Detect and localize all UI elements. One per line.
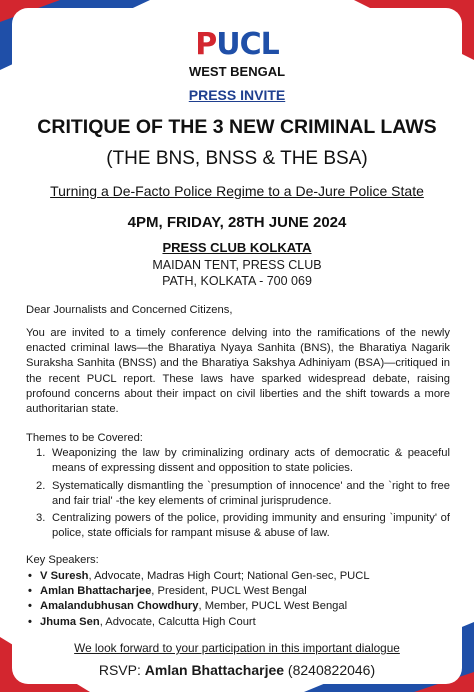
region-label: WEST BENGAL <box>188 64 286 79</box>
closing-line: We look forward to your participation in this important dialogue <box>74 641 400 655</box>
event-subtitle: (THE BNS, BNSS & THE BSA) <box>106 148 368 169</box>
speaker-role: , Advocate, Madras High Court; National Gen-sec, PUCL <box>88 570 370 582</box>
rsvp-line <box>12 662 462 678</box>
press-invite-heading: PRESS INVITE <box>188 87 286 103</box>
venue-name: PRESS CLUB KOLKATA <box>162 240 312 255</box>
speaker-item <box>26 599 450 614</box>
intro-paragraph: You are invited to a timely conference delving into the ramifications of the newly enacted criminal laws—the Bharatiya Nyaya Sanhita (BNS), the Bharatiya Nagarik Suraksha Sanhita (BNSS) and the Bharatiya Sakshya Adhiniyam (BSA)—critiqued in the recent PUCL report. These laws have sparked widespread debate, raising profound concerns about their impact on civil liberties and the shift towards a more authoritarian state. <box>26 327 450 416</box>
event-tagline: Turning a De-Facto Police Regime to a De-Jure Police State <box>50 183 424 199</box>
logo-letter-p: P <box>195 27 217 62</box>
rsvp-name: Amlan Bhattacharjee <box>144 662 285 678</box>
speaker-role: , President, PUCL West Bengal <box>151 585 307 598</box>
speaker-name: Jhuma Sen <box>40 615 100 628</box>
theme-item <box>26 511 450 541</box>
greeting: Dear Journalists and Concerned Citizens, <box>26 304 233 316</box>
theme-number: 3. <box>36 512 46 524</box>
theme-number: 2. <box>36 480 46 492</box>
speaker-role: , Advocate, Calcutta High Court <box>99 615 256 628</box>
theme-item <box>26 479 450 509</box>
venue-address-line2: PATH, KOLKATA - 700 069 <box>162 274 312 288</box>
speakers-list <box>26 569 450 630</box>
speaker-name: V Suresh <box>40 570 89 582</box>
theme-item <box>26 446 450 476</box>
theme-number: 1. <box>36 447 46 459</box>
themes-heading: Themes to be Covered: <box>26 432 143 444</box>
event-title: CRITIQUE OF THE 3 NEW CRIMINAL LAWS <box>37 116 437 138</box>
theme-text: Weaponizing the law by criminalizing ordinary acts of democratic & peaceful means of expressing dissent and opposition to state policies. <box>52 447 450 475</box>
pucl-logo <box>12 27 462 62</box>
speaker-name: Amalandubhusan Chowdhury <box>40 600 199 613</box>
invite-card <box>12 8 462 684</box>
speaker-item <box>26 569 450 584</box>
speaker-name: Amlan Bhattacharjee <box>40 585 152 598</box>
speaker-role: , Member, PUCL West Bengal <box>198 600 348 613</box>
theme-text: Systematically dismantling the `presumption of innocence' and the `right to free and fair trial' -the key elements of criminal jurisprudence. <box>52 480 450 508</box>
speakers-heading: Key Speakers: <box>26 554 99 566</box>
speaker-item <box>26 615 450 630</box>
logo-letters-ucl: UCL <box>216 27 279 62</box>
event-datetime: 4PM, FRIDAY, 28TH JUNE 2024 <box>127 214 347 231</box>
speaker-item <box>26 584 450 599</box>
theme-text: Centralizing powers of the police, providing immunity and ensuring `impunity' of police, state officials for rampant misuse & abuse of law. <box>52 512 450 540</box>
venue-address-line1: MAIDAN TENT, PRESS CLUB <box>152 258 322 272</box>
rsvp-phone: (8240822046) <box>284 662 376 678</box>
rsvp-label: RSVP: <box>98 662 145 678</box>
